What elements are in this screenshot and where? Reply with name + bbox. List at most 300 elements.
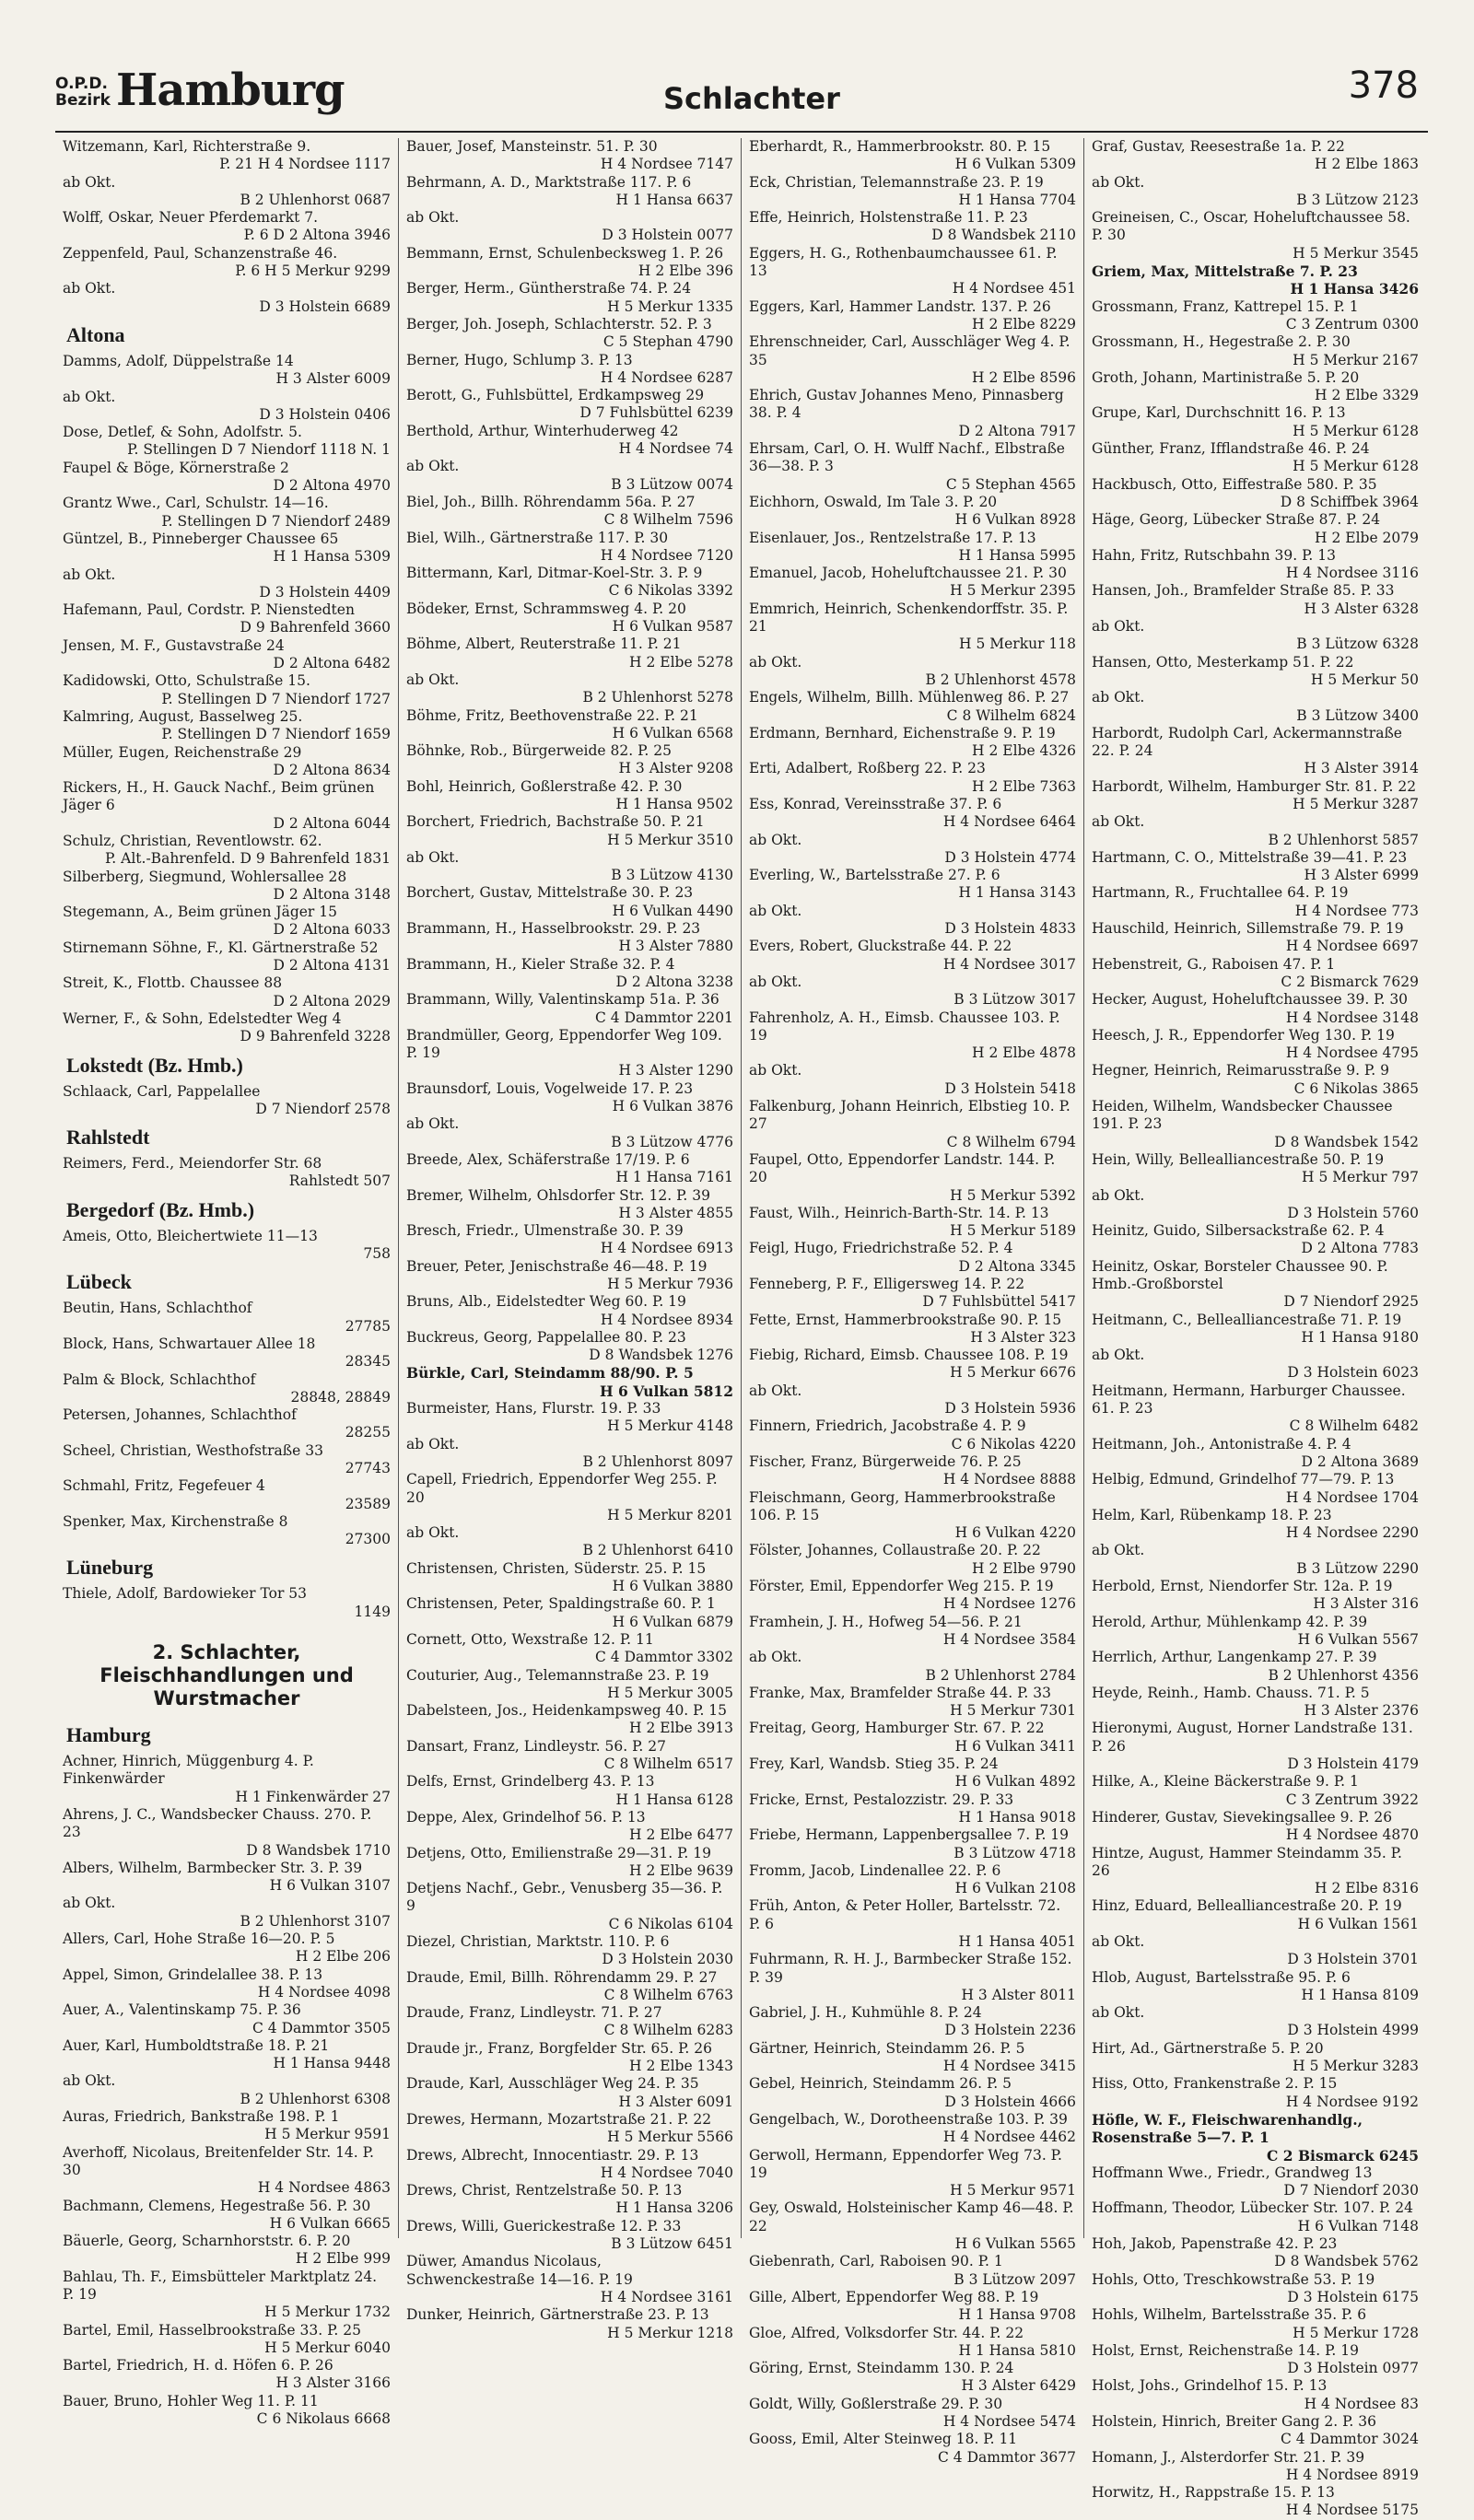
entry-phone: C 6 Nikolas 4220	[951, 1435, 1076, 1452]
entry-name-address: Averhoff, Nicolaus, Breitenfelder Str. 14. P. 30	[63, 2143, 374, 2178]
entry-name-address: ab Okt.	[749, 831, 802, 848]
entry-phone: C 4 Dammtor 2201	[595, 1009, 733, 1026]
entry-phone: H 5 Merkur 2395	[950, 582, 1076, 600]
entry-phone: D 8 Wandsbek 1276	[589, 1347, 733, 1364]
directory-entry	[749, 1542, 1076, 1578]
entry-name-address: Stegemann, A., Beim grünen Jäger 15	[63, 904, 337, 921]
directory-entry	[1092, 2484, 1419, 2520]
entry-name-address: Förster, Emil, Eppendorfer Weg 215. P. 19	[749, 1578, 1054, 1595]
directory-entry	[1092, 2342, 1419, 2378]
entry-name-address: ab Okt.	[1092, 2004, 1145, 2022]
entry-phone: H 5 Merkur 118	[959, 636, 1076, 653]
entry-name-address: Hohls, Otto, Treschkowstraße 53. P. 19	[1092, 2270, 1375, 2288]
entry-phone: 28345	[345, 1353, 391, 1371]
entry-phone: B 2 Uhlenhorst 4578	[925, 671, 1076, 688]
entry-phone: H 4 Nordsee 4795	[1285, 1044, 1419, 1062]
entry-name-address: Christensen, Peter, Spaldingstraße 60. P. 1	[406, 1595, 716, 1613]
directory-entry	[749, 689, 1076, 725]
directory-entry	[749, 2396, 1076, 2432]
entry-name-address: ab Okt.	[749, 1062, 802, 1079]
entry-phone: H 5 Merkur 2167	[1293, 351, 1419, 368]
entry-phone: C 5 Stephan 4790	[602, 333, 733, 351]
entry-phone: H 1 Finkenwärder 27	[235, 1788, 391, 1805]
entry-name-address: ab Okt.	[63, 388, 116, 405]
entry-name-address: Früh, Anton, & Peter Holler, Bartelsstr. 72. P. 6	[749, 1897, 1061, 1932]
entry-name-address: Draude, Karl, Ausschläger Weg 24. P. 35	[406, 2075, 699, 2093]
directory-entry	[63, 460, 391, 496]
entry-name-address: Fölster, Johannes, Collaustraße 20. P. 22	[749, 1542, 1041, 1559]
entry-phone: C 8 Wilhelm 6517	[603, 1756, 733, 1773]
directory-entry	[749, 174, 1076, 210]
section-title: Schlachter	[663, 81, 840, 116]
entry-name-address: Detjens Nachf., Gebr., Venusberg 35—36. P. 9	[406, 1880, 723, 1915]
entry-name-address: Heitmann, Joh., Antonistraße 4. P. 4	[1092, 1435, 1351, 1452]
directory-entry	[406, 280, 733, 316]
entry-phone: D 2 Altona 4970	[273, 477, 391, 495]
directory-entry	[406, 209, 733, 245]
entry-name-address: Hansen, Otto, Mesterkamp 51. P. 22	[1092, 653, 1354, 671]
entry-name-address: Brammann, Willy, Valentinskamp 51a. P. 36	[406, 991, 719, 1009]
entry-name-address: Goldt, Willy, Goßlerstraße 29. P. 30	[749, 2395, 1003, 2412]
directory-entry	[749, 1312, 1076, 1348]
entry-phone: C 8 Wilhelm 6824	[946, 706, 1076, 724]
entry-phone: H 1 Hansa 5995	[958, 546, 1076, 564]
entry-phone: B 2 Uhlenhorst 0687	[240, 191, 391, 208]
directory-entry	[406, 1933, 733, 1969]
directory-entry	[63, 833, 391, 869]
directory-entry	[1092, 2235, 1419, 2271]
entry-name-address: Herold, Arthur, Mühlenkamp 42. P. 39	[1092, 1613, 1368, 1630]
entry-phone: H 4 Nordsee 7040	[600, 2164, 733, 2181]
entry-name-address: Berger, Herm., Güntherstraße 74. P. 24	[406, 280, 692, 298]
entry-name-address: Biel, Joh., Billh. Röhrendamm 56a. P. 27	[406, 493, 696, 510]
entry-name-address: Bahlau, Th. F., Eimsbütteler Marktplatz 24. P. 19	[63, 2268, 378, 2303]
directory-entry	[1092, 991, 1419, 1027]
entry-phone: H 1 Hansa 6128	[615, 1791, 733, 1808]
directory-entry	[406, 1845, 733, 1881]
directory-entry	[749, 440, 1076, 494]
directory-entry	[1092, 1312, 1419, 1348]
entry-phone: C 2 Bismarck 7629	[1281, 973, 1419, 990]
entry-phone: H 3 Alster 3166	[275, 2374, 391, 2392]
entry-name-address: Grupe, Karl, Durchschnitt 16. P. 13	[1092, 404, 1346, 422]
directory-entry	[406, 1222, 733, 1258]
entry-phone: D 3 Holstein 5418	[944, 1079, 1076, 1097]
entry-phone: H 2 Elbe 2079	[1315, 529, 1419, 546]
directory-entry	[63, 2144, 391, 2198]
entry-name-address: Bödeker, Ernst, Schrammsweg 4. P. 20	[406, 600, 686, 617]
entry-name-address: Ameis, Otto, Bleichertwiete 11—13	[63, 1227, 318, 1244]
directory-entry	[63, 353, 391, 389]
directory-entry	[749, 601, 1076, 654]
entry-phone: D 3 Holstein 4999	[1287, 2022, 1419, 2039]
entry-name-address: Greineisen, C., Oscar, Hoheluftchaussee 58. P. 30	[1092, 209, 1410, 244]
entry-name-address: Böhme, Albert, Reuterstraße 11. P. 21	[406, 636, 682, 653]
entry-name-address: Hauschild, Heinrich, Sillemstraße 79. P. 19	[1092, 920, 1404, 938]
directory-entry	[63, 566, 391, 602]
entry-phone: H 4 Nordsee 451	[952, 280, 1076, 298]
entry-name-address: Berger, Joh. Joseph, Schlachterstr. 52. P. 3	[406, 315, 712, 332]
entry-name-address: Ahrens, J. C., Wandsbecker Chauss. 270. P. 23	[63, 1805, 372, 1841]
directory-entry	[1092, 369, 1419, 405]
entry-phone: H 4 Nordsee 4462	[942, 2129, 1076, 2146]
entry-name-address: ab Okt.	[406, 209, 460, 227]
directory-entry	[1092, 1382, 1419, 1436]
entry-name-address: Werner, F., & Sohn, Edelstedter Weg 4	[63, 1009, 342, 1027]
entry-name-address: Auer, Karl, Humboldtstraße 18. P. 21	[63, 2036, 330, 2054]
directory-entry	[406, 1151, 733, 1187]
entry-name-address: Brammann, H., Kieler Straße 32. P. 4	[406, 955, 675, 973]
entry-name-address: Fuhrmann, R. H. J., Barmbecker Straße 152. P. 39	[749, 1951, 1072, 1986]
directory-entry	[1092, 1649, 1419, 1685]
entry-name-address: Hoffmann Wwe., Friedr., Grandweg 13	[1092, 2164, 1373, 2181]
entry-name-address: Fahrenholz, A. H., Eimsb. Chaussee 103. P. 19	[749, 1009, 1060, 1044]
entry-phone: H 6 Vulkan 5309	[954, 156, 1076, 173]
entry-name-address: Bauer, Bruno, Hohler Weg 11. P. 11	[63, 2392, 319, 2409]
directory-entry	[63, 637, 391, 673]
directory-entry	[63, 2357, 391, 2393]
directory-entry	[406, 2147, 733, 2183]
directory-entry	[406, 1258, 733, 1294]
entry-name-address: Hahn, Fritz, Rutschbahn 39. P. 13	[1092, 546, 1336, 564]
entry-phone: H 6 Vulkan 9587	[612, 618, 733, 636]
directory-entry	[406, 1471, 733, 1524]
entry-phone: D 7 Fuhlsbüttel 5417	[922, 1293, 1076, 1311]
entry-name-address: Erti, Adalbert, Roßberg 22. P. 23	[749, 760, 986, 777]
entry-name-address: Griem, Max, Mittelstraße 7. P. 23	[1092, 262, 1358, 281]
city-heading: Bergedorf (Bz. Hmb.)	[66, 1197, 255, 1221]
entry-phone: H 6 Vulkan 5812	[599, 1382, 733, 1400]
directory-entry	[63, 779, 391, 833]
directory-entry	[1092, 778, 1419, 814]
directory-entry	[1092, 1720, 1419, 1773]
entry-phone: H 4 Nordsee 3116	[1285, 565, 1419, 582]
directory-entry	[749, 1826, 1076, 1862]
entry-phone: H 5 Merkur 3005	[607, 1684, 733, 1701]
directory-entry	[63, 1010, 391, 1046]
directory-entry	[63, 138, 391, 174]
entry-name-address: Evers, Robert, Gluckstraße 44. P. 22	[749, 938, 1012, 955]
entry-phone: H 5 Merkur 6128	[1293, 422, 1419, 439]
directory-entry	[749, 725, 1076, 761]
entry-phone: H 3 Alster 6328	[1304, 600, 1419, 617]
entry-phone: D 2 Altona 7783	[1301, 1240, 1419, 1257]
opd-label	[55, 76, 111, 109]
entry-name-address: Hilke, A., Kleine Bäckerstraße 9. P. 1	[1092, 1773, 1359, 1791]
entry-phone: H 5 Merkur 3287	[1293, 795, 1419, 812]
entry-name-address: Bresch, Friedr., Ulmenstraße 30. P. 39	[406, 1222, 684, 1240]
entry-name-address: Zeppenfeld, Paul, Schanzenstraße 46.	[63, 244, 338, 262]
entry-name-address: Rickers, H., H. Gauck Nachf., Beim grünen Jäger 6	[63, 779, 375, 814]
entry-name-address: Harbordt, Wilhelm, Hamburger Str. 81. P. 22	[1092, 777, 1417, 795]
entry-name-address: Häge, Georg, Lübecker Straße 87. P. 24	[1092, 511, 1381, 529]
entry-phone: H 2 Elbe 3329	[1315, 387, 1419, 404]
entry-phone: H 5 Merkur 3545	[1293, 244, 1419, 262]
directory-entry	[749, 2040, 1076, 2076]
directory-entry	[63, 1860, 391, 1896]
entry-phone: H 4 Nordsee 3584	[942, 1630, 1076, 1648]
entry-name-address: Hartmann, R., Fruchtallee 64. P. 19	[1092, 884, 1349, 902]
entry-phone: H 6 Vulkan 8928	[954, 511, 1076, 529]
entry-name-address: ab Okt.	[1092, 689, 1145, 706]
directory-entry	[749, 138, 1076, 174]
entry-name-address: Breuer, Peter, Jenischstraße 46—48. P. 19	[406, 1257, 708, 1275]
entry-phone: H 4 Nordsee 6913	[600, 1240, 733, 1257]
entry-name-address: Giebenrath, Carl, Raboisen 90. P. 1	[749, 2253, 1003, 2270]
entry-phone: C 8 Wilhelm 6794	[946, 1133, 1076, 1150]
directory-entry	[406, 601, 733, 636]
directory-entry	[1092, 1187, 1419, 1223]
directory-entry	[1092, 440, 1419, 476]
entry-phone: H 1 Hansa 3206	[615, 2199, 733, 2217]
directory-entry	[406, 1400, 733, 1436]
directory-entry	[406, 1436, 733, 1472]
page-number: 378	[1348, 64, 1419, 107]
directory-entry	[406, 884, 733, 920]
directory-entry	[63, 389, 391, 425]
entry-name-address: Hackbusch, Otto, Eiffestraße 580. P. 35	[1092, 475, 1377, 493]
directory-entry	[749, 2111, 1076, 2147]
entry-name-address: Draude, Emil, Billh. Röhrendamm 29. P. 27	[406, 1968, 718, 1986]
directory-entry	[1092, 138, 1419, 174]
entry-phone: D 2 Altona 8634	[273, 761, 391, 778]
entry-name-address: Bittermann, Karl, Ditmar-Koel-Str. 3. P. 9	[406, 565, 703, 582]
directory-entry	[406, 956, 733, 992]
directory-entry	[1092, 2377, 1419, 2413]
entry-phone: H 2 Elbe 9639	[629, 1861, 733, 1879]
entry-name-address: Gey, Oswald, Holsteinischer Kamp 46—48. P. 22	[749, 2199, 1074, 2234]
entry-name-address: Holst, Johs., Grindelhof 15. P. 13	[1092, 2377, 1328, 2395]
directory-entry	[406, 423, 733, 459]
directory-entry	[406, 1080, 733, 1116]
entry-name-address: Düwer, Amandus Nicolaus, Schwenckestraße 14—16. P. 19	[406, 2253, 633, 2288]
entry-phone: D 8 Wandsbek 5762	[1274, 2253, 1419, 2270]
directory-entry	[406, 2218, 733, 2254]
entry-phone: D 3 Holstein 2030	[602, 1951, 733, 1968]
directory-entry	[63, 2037, 391, 2073]
entry-phone: Rahlstedt 507	[288, 1172, 391, 1190]
directory-entry	[749, 1649, 1076, 1685]
entry-name-address: Falkenburg, Johann Heinrich, Elbstieg 10. P. 27	[749, 1098, 1070, 1133]
entry-phone: H 4 Nordsee 773	[1294, 902, 1419, 919]
entry-phone: H 5 Merkur 1732	[264, 2304, 391, 2321]
entry-name-address: Fleischmann, Georg, Hammerbrookstraße 106. P. 15	[749, 1488, 1056, 1523]
entry-phone: C 6 Nikolaus 6668	[256, 2410, 391, 2428]
directory-entry	[749, 1205, 1076, 1241]
entry-phone: B 2 Uhlenhorst 6308	[240, 2090, 391, 2107]
entry-name-address: Biel, Wilh., Gärtnerstraße 117. P. 30	[406, 529, 669, 546]
entry-phone: H 2 Elbe 4326	[972, 742, 1076, 760]
directory-entry	[749, 832, 1076, 868]
entry-name-address: Palm & Block, Schlachthof	[63, 1371, 256, 1388]
directory-entry	[749, 760, 1076, 796]
entry-name-address: Silberberg, Siegmund, Wohlersallee 28	[63, 868, 347, 885]
directory-entry	[406, 565, 733, 601]
entry-phone: H 1 Hansa 6637	[615, 191, 733, 208]
entry-name-address: Gabriel, J. H., Kuhmühle 8. P. 24	[749, 2004, 982, 2022]
column-1	[55, 138, 398, 2428]
entry-phone: B 3 Lützow 4776	[611, 1133, 733, 1150]
directory-entry	[1092, 725, 1419, 778]
directory-entry	[406, 2253, 733, 2306]
entry-name-address: Freitag, Georg, Hamburger Str. 67. P. 22	[749, 1720, 1045, 1737]
entry-name-address: ab Okt.	[749, 1649, 802, 1666]
entry-phone: H 1 Hansa 9018	[958, 1808, 1076, 1826]
entry-name-address: Drews, Christ, Rentzelstraße 50. P. 13	[406, 2182, 683, 2199]
entry-phone: C 8 Wilhelm 6763	[603, 1986, 733, 2003]
entry-phone: H 6 Vulkan 3880	[612, 1578, 733, 1595]
entry-phone: C 8 Wilhelm 6482	[1289, 1418, 1419, 1435]
entry-name-address: Bartel, Friedrich, H. d. Höfen 6. P. 26	[63, 2357, 333, 2374]
directory-entry	[749, 796, 1076, 832]
entry-name-address: Bachmann, Clemens, Hegestraße 56. P. 30	[63, 2197, 371, 2214]
entry-name-address: Effe, Heinrich, Holstenstraße 11. P. 23	[749, 209, 1028, 227]
directory-entry	[1092, 920, 1419, 956]
entry-phone: H 3 Alster 316	[1313, 1595, 1419, 1613]
directory-entry	[406, 458, 733, 494]
directory-entry	[749, 2289, 1076, 2325]
entry-phone: D 8 Schiffbek 3964	[1280, 493, 1419, 510]
directory-entry	[63, 1966, 391, 2002]
entry-phone: H 3 Alster 8011	[961, 1986, 1076, 2003]
entry-name-address: Hoh, Jakob, Papenstraße 42. P. 23	[1092, 2235, 1338, 2253]
directory-entry	[1092, 333, 1419, 369]
entry-phone: C 3 Zentrum 0300	[1285, 315, 1419, 332]
entry-name-address: Brammann, H., Hasselbrookstr. 29. P. 23	[406, 920, 701, 938]
directory-entry	[749, 1578, 1076, 1614]
directory-entry	[749, 1756, 1076, 1791]
entry-name-address: Dansart, Franz, Lindleystr. 56. P. 27	[406, 1737, 666, 1755]
entry-name-address: Heiden, Wilhelm, Wandsbecker Chaussee 191. P. 23	[1092, 1098, 1393, 1133]
directory-entry	[63, 869, 391, 904]
entry-phone: C 5 Stephan 4565	[945, 475, 1076, 493]
entry-phone: D 3 Holstein 0406	[259, 405, 391, 423]
directory-entry	[406, 778, 733, 814]
entry-phone: D 3 Holstein 6175	[1287, 2288, 1419, 2305]
entry-name-address: Feigl, Hugo, Friedrichstraße 52. P. 4	[749, 1240, 1013, 1257]
directory-entry	[63, 1406, 391, 1442]
entry-phone: B 3 Lützow 3400	[1296, 706, 1419, 724]
entry-phone: H 5 Merkur 6128	[1293, 458, 1419, 475]
entry-phone: D 3 Holstein 4179	[1287, 1756, 1419, 1773]
entry-name-address: Bartel, Emil, Hasselbrookstraße 33. P. 25	[63, 2321, 361, 2339]
directory-entry	[749, 974, 1076, 1009]
entry-name-address: Streit, K., Flottb. Chaussee 88	[63, 974, 283, 992]
directory-entry	[1092, 2075, 1419, 2111]
entry-phone: D 3 Holstein 3701	[1287, 1951, 1419, 1968]
entry-name-address: Herbold, Ernst, Niendorfer Str. 12a. P. 19	[1092, 1578, 1393, 1595]
directory-entry	[406, 530, 733, 566]
entry-phone: P. 6 D 2 Altona 3946	[243, 227, 391, 244]
entry-phone: B 2 Uhlenhorst 5857	[1268, 831, 1419, 848]
entry-phone: H 4 Nordsee 7120	[600, 546, 733, 564]
entry-phone: H 5 Merkur 7936	[607, 1276, 733, 1292]
entry-name-address: Eck, Christian, Telemannstraße 23. P. 19	[749, 173, 1044, 191]
entry-phone: H 5 Merkur 3510	[607, 831, 733, 848]
entry-phone: H 2 Elbe 8596	[972, 368, 1076, 386]
entry-name-address: ab Okt.	[406, 848, 460, 866]
entry-name-address: Reimers, Ferd., Meiendorfer Str. 68	[63, 1155, 322, 1172]
entry-name-address: ab Okt.	[1092, 1347, 1145, 1364]
directory-entry	[749, 1240, 1076, 1276]
entry-name-address: Faupel & Böge, Körnerstraße 2	[63, 459, 289, 476]
entry-phone: H 4 Nordsee 9192	[1285, 2093, 1419, 2110]
entry-name-address: Faust, Wilh., Heinrich-Barth-Str. 14. P. 13	[749, 1204, 1049, 1221]
entry-name-address: Heinitz, Guido, Silbersackstraße 62. P. 4	[1092, 1222, 1385, 1240]
entry-name-address: Heinitz, Oskar, Borsteler Chaussee 90. P. Hmb.-Großborstel	[1092, 1257, 1388, 1292]
directory-entry	[1092, 849, 1419, 885]
entry-phone: H 2 Elbe 9790	[972, 1559, 1076, 1577]
entry-name-address: ab Okt.	[1092, 173, 1145, 191]
entry-name-address: Emanuel, Jacob, Hoheluftchaussee 21. P. 30	[749, 565, 1067, 582]
entry-name-address: ab Okt.	[63, 566, 116, 583]
entry-name-address: Achner, Hinrich, Müggenburg 4. P. Finkenwärder	[63, 1753, 314, 1788]
entry-name-address: Fricke, Ernst, Pestalozzistr. 29. P. 33	[749, 1791, 1014, 1808]
entry-phone: D 7 Fuhlsbüttel 6239	[579, 404, 733, 422]
directory-entry	[63, 2198, 391, 2234]
directory-entry	[63, 601, 391, 637]
entry-phone: P. Stellingen D 7 Niendorf 1659	[161, 726, 391, 743]
directory-entry	[63, 744, 391, 780]
entry-phone: 27743	[345, 1460, 391, 1476]
directory-entry	[749, 1382, 1076, 1418]
entry-phone: D 2 Altona 7917	[958, 422, 1076, 439]
entry-phone: H 5 Merkur 1218	[607, 2324, 733, 2341]
entry-name-address: Hecker, August, Hoheluftchaussee 39. P. 30	[1092, 991, 1409, 1009]
entry-name-address: Petersen, Johannes, Schlachthof	[63, 1406, 297, 1424]
entry-name-address: Spenker, Max, Kirchenstraße 8	[63, 1512, 288, 1530]
entry-phone: H 4 Nordsee 7147	[600, 156, 733, 173]
entry-phone: C 6 Nikolas 6104	[608, 1915, 733, 1932]
entry-phone: H 1 Hansa 9708	[958, 2306, 1076, 2324]
entry-phone: C 4 Dammtor 3677	[938, 2448, 1076, 2466]
entry-name-address: Gebel, Heinrich, Steindamm 26. P. 5	[749, 2075, 1012, 2093]
bezirk-text: Bezirk	[55, 91, 111, 110]
entry-name-address: ab Okt.	[406, 1435, 460, 1452]
directory-entry	[749, 387, 1076, 440]
directory-entry	[1092, 1809, 1419, 1845]
entry-phone: H 1 Hansa 9448	[273, 2055, 391, 2072]
entry-phone: H 6 Vulkan 4220	[954, 1524, 1076, 1542]
entry-name-address: ab Okt.	[406, 458, 460, 475]
entry-name-address: Drews, Albrecht, Innocentiastr. 29. P. 13	[406, 2146, 699, 2164]
entry-name-address: Beutin, Hans, Schlachthof	[63, 1300, 252, 1317]
entry-phone: 27785	[345, 1317, 391, 1335]
directory-entry	[63, 2269, 391, 2322]
entry-phone: B 2 Uhlenhorst 8097	[582, 1452, 733, 1470]
entry-name-address: Heesch, J. R., Eppendorfer Weg 130. P. 19	[1092, 1026, 1395, 1044]
entry-phone: B 3 Lützow 6451	[611, 2235, 733, 2253]
entry-phone: B 3 Lützow 2097	[953, 2270, 1076, 2288]
entry-name-address: Helbig, Edmund, Grindelhof 77—79. P. 13	[1092, 1471, 1395, 1488]
entry-name-address: Block, Hans, Schwartauer Allee 18	[63, 1335, 316, 1352]
entry-name-address: Heitmann, C., Bellealliancestraße 71. P. 19	[1092, 1311, 1402, 1328]
directory-entry	[1092, 618, 1419, 654]
entry-phone: C 6 Nikolas 3865	[1293, 1079, 1419, 1097]
entry-name-address: Eichhorn, Oswald, Im Tale 3. P. 20	[749, 493, 998, 510]
directory-entry	[406, 352, 733, 388]
directory-entry	[63, 2233, 391, 2269]
directory-entry	[749, 903, 1076, 939]
entry-phone: H 4 Nordsee 5474	[942, 2413, 1076, 2430]
directory-entry	[749, 2431, 1076, 2467]
entry-phone: C 4 Dammtor 3024	[1281, 2431, 1419, 2448]
entry-phone: H 1 Hansa 5309	[273, 548, 391, 566]
directory-entry	[63, 1155, 391, 1191]
entry-phone: D 2 Altona 4131	[273, 957, 391, 974]
entry-name-address: Gille, Albert, Eppendorfer Weg 88. P. 19	[749, 2288, 1039, 2305]
entry-name-address: Damms, Adolf, Düppelstraße 14	[63, 352, 294, 369]
